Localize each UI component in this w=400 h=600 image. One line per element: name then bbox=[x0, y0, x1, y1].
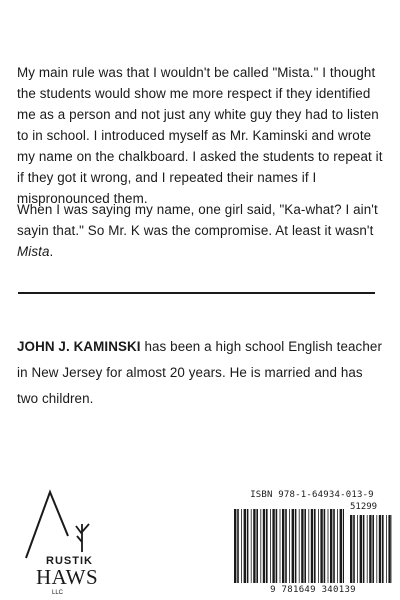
barcode-bar bbox=[282, 509, 284, 583]
logo-text-llc: LLC bbox=[52, 590, 64, 596]
barcode-bar bbox=[270, 509, 271, 583]
barcode-bar bbox=[386, 515, 387, 583]
barcode-bar bbox=[266, 509, 268, 583]
excerpt-paragraph-1: My main rule was that I wouldn't be called "Mista." I thought the students would show me more respect if they identified me as a person and not just any white guy they had to listen to in school. I introduced myself as Mr. Kaminski and wrote my name on the chalkboard. I asked the students to repeat it if they got it wrong, and I repeated their names if I mispronounced them. bbox=[17, 65, 383, 206]
barcode-bar bbox=[382, 515, 384, 583]
barcode bbox=[232, 505, 394, 585]
barcode-bar bbox=[328, 509, 329, 583]
barcode-bar bbox=[292, 509, 294, 583]
barcode-bars-main bbox=[234, 509, 344, 583]
barcode-bar bbox=[253, 509, 255, 583]
logo-text-haws: HAWS bbox=[36, 565, 99, 589]
barcode-bar bbox=[388, 515, 390, 583]
author-bio-text: has been a high school English teacher in New Jersey for almost 20 years. He is married and has two children. bbox=[17, 339, 382, 406]
section-divider bbox=[18, 292, 375, 294]
barcode-bar bbox=[304, 509, 306, 583]
barcode-bar bbox=[251, 509, 252, 583]
barcode-bar bbox=[379, 515, 381, 583]
barcode-number: 9 781649 340139 bbox=[270, 585, 356, 595]
barcode-bar bbox=[330, 509, 332, 583]
barcode-bar bbox=[367, 515, 368, 583]
barcode-bar bbox=[263, 509, 265, 583]
barcode-bar bbox=[241, 509, 242, 583]
barcode-bar bbox=[318, 509, 319, 583]
barcode-bar bbox=[369, 515, 371, 583]
barcode-bar bbox=[314, 509, 316, 583]
author-bio bbox=[17, 334, 385, 412]
barcode-bar bbox=[324, 509, 326, 583]
barcode-bar bbox=[320, 509, 322, 583]
barcode-bars-price bbox=[350, 515, 392, 583]
barcode-bar bbox=[247, 509, 249, 583]
isbn-label: ISBN 978-1-64934-013-9 bbox=[250, 490, 374, 500]
publisher-logo bbox=[20, 486, 110, 596]
barcode-bar bbox=[376, 515, 377, 583]
barcode-bar bbox=[289, 509, 290, 583]
barcode-bar bbox=[363, 515, 365, 583]
barcode-bar bbox=[299, 509, 300, 583]
barcode-bar bbox=[256, 509, 258, 583]
barcode-bar bbox=[301, 509, 303, 583]
barcode-bar bbox=[244, 509, 246, 583]
barcode-bar bbox=[343, 509, 344, 583]
barcode-bar bbox=[295, 509, 297, 583]
logo-peak-icon bbox=[26, 492, 68, 558]
barcode-bar bbox=[357, 515, 358, 583]
excerpt-paragraph-2 bbox=[17, 199, 385, 262]
logo-text-rustik: RUSTIK bbox=[46, 555, 93, 567]
barcode-bar bbox=[237, 509, 239, 583]
barcode-bar bbox=[360, 515, 362, 583]
excerpt-paragraph-2-end: . bbox=[49, 244, 54, 259]
barcode-bar bbox=[311, 509, 313, 583]
barcode-bar bbox=[353, 515, 355, 583]
barcode-bar bbox=[260, 509, 261, 583]
barcode-bar bbox=[276, 509, 278, 583]
barcode-bar bbox=[372, 515, 374, 583]
barcode-bar bbox=[280, 509, 281, 583]
emphasis-word: Mista bbox=[17, 244, 50, 259]
barcode-bar bbox=[308, 509, 309, 583]
barcode-bar bbox=[340, 509, 342, 583]
barcode-bar bbox=[272, 509, 274, 583]
barcode-bar bbox=[234, 509, 236, 583]
barcode-bar bbox=[350, 515, 352, 583]
author-name: JOHN J. KAMINSKI bbox=[17, 339, 141, 354]
barcode-bar bbox=[333, 509, 335, 583]
excerpt-paragraph-2-text: When I was saying my name, one girl said, "Ka-what? I ain't sayin that." So Mr. K was the compromise. At least it wasn't bbox=[17, 202, 378, 238]
logo-tree-icon bbox=[76, 524, 89, 552]
price-code: 51299 bbox=[350, 502, 378, 512]
barcode-bar bbox=[337, 509, 338, 583]
barcode-bar bbox=[285, 509, 287, 583]
